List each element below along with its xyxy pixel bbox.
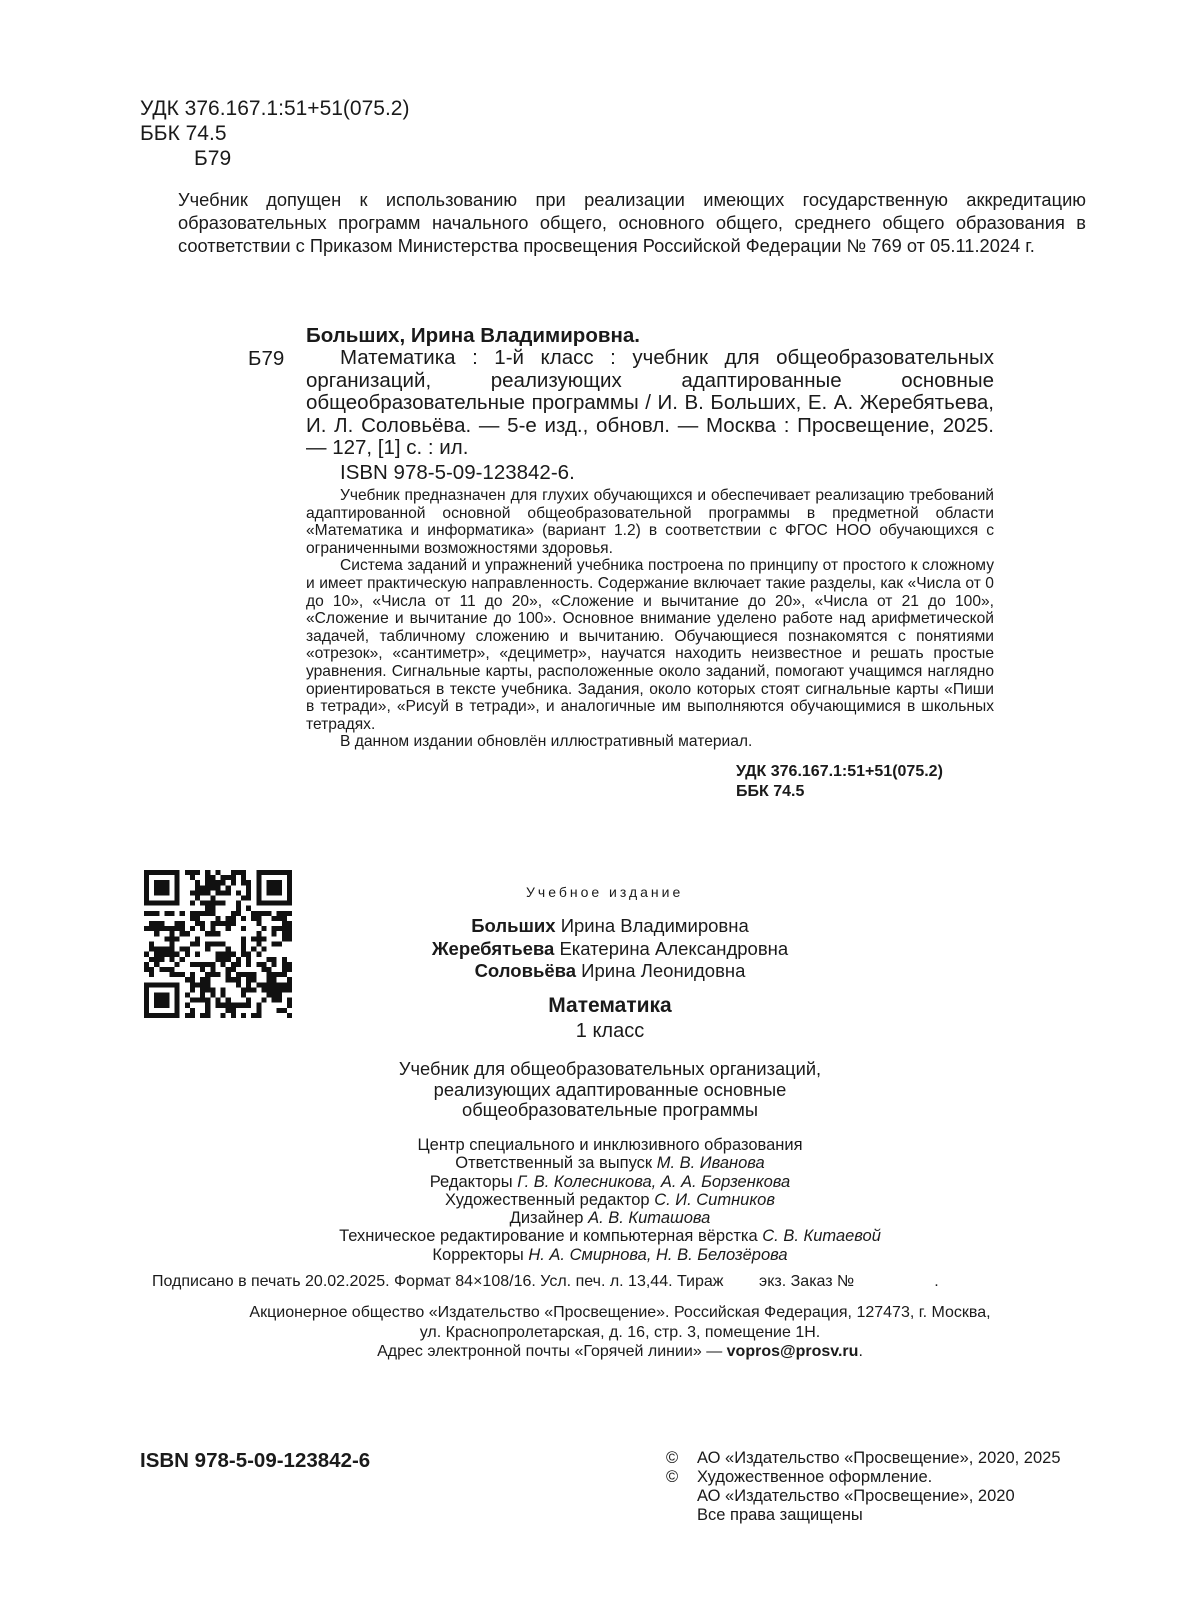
author-surname: Больших <box>471 915 556 936</box>
credit-role: Техническое редактирование и компьютерная вёрстка <box>339 1227 758 1246</box>
catalog-isbn: ISBN 978-5-09-123842-6. <box>340 461 575 484</box>
catalog-bibliographic <box>306 347 994 460</box>
publisher-line: Акционерное общество «Издательство «Просвещение». Российская Федерация, 127473, г. Москва, <box>249 1304 991 1321</box>
catalog-annotation <box>306 487 994 751</box>
email-suffix: . <box>858 1343 863 1360</box>
credit-row <box>270 1246 950 1264</box>
credits-block <box>270 1136 950 1264</box>
author-sign: Б79 <box>194 147 232 170</box>
hotline-email-row <box>180 1342 1060 1362</box>
bbk-code: ББК 74.5 <box>140 122 227 145</box>
copyright-block <box>666 1449 1061 1525</box>
publishing-center: Центр специального и инклюзивного образования <box>417 1136 803 1154</box>
copyright-icon: © <box>666 1449 679 1467</box>
catalog-bbk: ББК 74.5 <box>736 783 805 800</box>
rights-reserved: Все права защищены <box>697 1506 863 1524</box>
description-line: Учебник для общеобразовательных организаций, <box>398 1058 822 1079</box>
author-row <box>340 960 880 983</box>
copyright-row <box>666 1487 1061 1506</box>
author-name: Ирина Леонидовна <box>581 960 746 981</box>
copyright-text: Художественное оформление. <box>697 1468 933 1486</box>
copyright-row <box>666 1468 1061 1487</box>
author-surname: Соловьёва <box>474 960 577 981</box>
credit-people: С. И. Ситников <box>654 1190 775 1209</box>
publisher-info <box>180 1303 1060 1362</box>
credit-row <box>270 1191 950 1209</box>
author-name: Ирина Владимировна <box>560 915 749 936</box>
credit-role: Корректоры <box>432 1245 524 1264</box>
authors-list <box>340 915 880 983</box>
publisher-line: ул. Краснопролетарская, д. 16, стр. 3, помещение 1Н. <box>419 1323 821 1341</box>
isbn-footer: ISBN 978-5-09-123842-6 <box>140 1449 371 1472</box>
author-surname: Жеребятьева <box>431 937 555 959</box>
credit-people: А. В. Киташова <box>588 1209 711 1228</box>
copyright-row <box>666 1449 1061 1468</box>
book-description <box>300 1059 920 1121</box>
credit-people: Н. А. Смирнова, Н. В. Белозёрова <box>528 1245 788 1264</box>
description-line: общеобразовательные программы <box>462 1099 758 1120</box>
credit-people: М. В. Иванова <box>656 1154 765 1173</box>
top-classification <box>140 96 409 171</box>
copyright-row <box>666 1506 1061 1525</box>
credit-people: Г. В. Колесникова, А. А. Борзенкова <box>517 1172 791 1191</box>
credit-row <box>270 1209 950 1227</box>
credit-people: С. В. Китаевой <box>762 1227 881 1246</box>
credit-role: Художественный редактор <box>445 1190 650 1209</box>
annotation-paragraph-3: В данном издании обновлён иллюстративный материал. <box>340 733 753 751</box>
udk-code: УДК 376.167.1:51+51(075.2) <box>140 97 410 120</box>
copyright-text: АО «Издательство «Просвещение», 2020, 2025 <box>697 1449 1061 1467</box>
book-grade: 1 класс <box>575 1020 645 1042</box>
approval-paragraph <box>140 188 1086 257</box>
email-label: Адрес электронной почты «Горячей линии» — <box>377 1343 723 1360</box>
qr-code-icon <box>144 870 292 1018</box>
author-name: Екатерина Александровна <box>559 937 789 959</box>
edition-type-label: Учебное издание <box>526 884 684 900</box>
print-signed-info: Подписано в печать 20.02.2025. Формат 84×108/16. Усл. печ. л. 13,44. Тираж экз. Заказ № . <box>152 1273 939 1290</box>
copyright-icon: © <box>666 1468 679 1486</box>
copyright-text: АО «Издательство «Просвещение», 2020 <box>697 1487 1015 1505</box>
author-row <box>340 938 880 961</box>
catalog-udk: УДК 376.167.1:51+51(075.2) <box>736 763 943 780</box>
credit-row <box>270 1173 950 1191</box>
hotline-email-link[interactable]: vopros@prosv.ru <box>726 1343 859 1360</box>
description-line: реализующих адаптированные основные <box>433 1078 787 1100</box>
catalog-author: Больших, Ирина Владимировна. <box>306 324 640 347</box>
catalog-code: Б79 <box>248 347 285 370</box>
credit-role: Дизайнер <box>509 1209 584 1228</box>
author-row <box>340 915 880 938</box>
catalog-classification <box>736 762 943 802</box>
credit-row <box>270 1227 950 1245</box>
credit-row <box>270 1154 950 1172</box>
annotation-paragraph-2: Система заданий и упражнений учебника построена по принципу от простого к сложному и имеет практическую направленность. Содержание включает такие разделы, как «Числа от 0 до 10», «Числа от 11 до 20», «Сложение и вычитание до 20», «Числа от 21 до 100», «Сложение и вычитание до 100». Основное внимание уделено работе над арифметической задачей, табличному сложению и вычитанию. Обучающиеся познакомятся с понятиями «отрезок», «сантиметр», «дециметр», научатся находить неизвестное и решать простые уравнения. Сигнальные карты, расположенные около заданий, помогают учащимся наглядно ориентироваться в тексте учебника. Задания, около которых стоят сигнальные карты «Пиши в тетради», «Рисуй в тетради», и аналогичные им выполняются обучающимися в школьных тетрадях. <box>306 557 994 733</box>
credit-role: Редакторы <box>429 1172 513 1191</box>
book-title: Математика <box>548 994 672 1017</box>
annotation-paragraph-1: Учебник предназначен для глухих обучающихся и обеспечивает реализацию требований адаптированной основной общеобразовательной программы в предметной области «Математика и информатика» (вариант 1.2) в соответствии с ФГОС НОО обучающихся с ограниченными возможностями здоровья. <box>306 487 994 557</box>
bibliographic-text: Математика : 1-й класс : учебник для общеобразовательных организаций, реализующих адаптированные основные общеобразовательные программы / И. В. Больших, Е. А. Жеребятьева, И. Л. Соловьёва. — 5-е изд., обновл. — Москва : Просвещение, 2025. — 127, [1] с. : ил. <box>306 346 994 459</box>
credit-role: Ответственный за выпуск <box>455 1154 653 1173</box>
approval-text: Учебник допущен к использованию при реализации имеющих государственную аккредитацию образовательных программ начального общего, основного общего, среднего общего образования в соответствии с Приказом Министерства просвещения Российской Федерации № 769 от 05.11.2024 г. <box>178 189 1086 256</box>
